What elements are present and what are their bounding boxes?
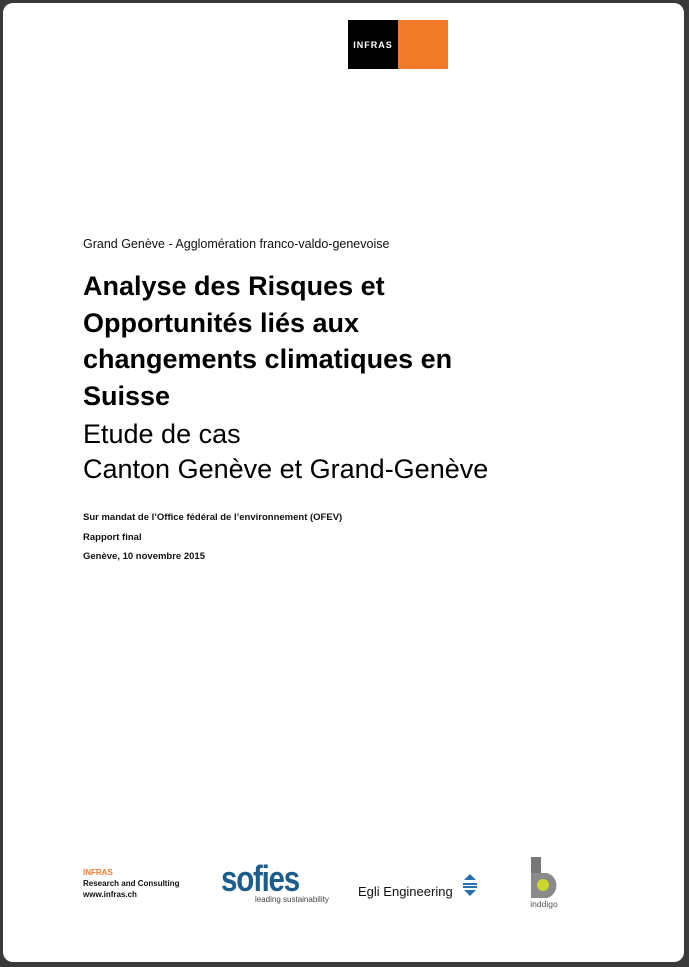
infras-logo <box>348 20 448 69</box>
cover-subtitle: Grand Genève - Agglomération franco-valdo-genevoise <box>83 237 390 251</box>
cover-case-study <box>83 417 643 487</box>
footer-infras-url: www.infras.ch <box>83 890 137 899</box>
mandate-line: Sur mandat de l’Office fédéral de l’environnement (OFEV) <box>83 512 343 523</box>
cover-title-line: Suisse <box>83 380 171 411</box>
footer-infras-name: INFRAS <box>83 868 113 877</box>
cover-title-line: Opportunités liés aux <box>83 307 360 338</box>
inddigo-logo-icon <box>525 855 563 899</box>
egli-engineering-label: Egli Engineering <box>358 884 453 899</box>
infras-logo-text: INFRAS <box>348 20 398 69</box>
cover-title-line: Analyse des Risques et <box>83 271 385 301</box>
sofies-wordmark: sofies <box>221 858 299 899</box>
report-type: Rapport final <box>83 531 142 543</box>
infras-logo-orange-block <box>398 20 448 69</box>
report-cover-page <box>3 3 684 962</box>
footer-infras-tagline: Research and Consulting <box>83 879 180 888</box>
cover-meta <box>83 508 342 567</box>
footer-infras <box>83 867 179 900</box>
inddigo-label: inddigo <box>530 899 558 909</box>
case-line: Etude de cas <box>83 419 241 449</box>
cover-title-line: changements climatiques en <box>83 344 453 374</box>
egli-arrows-icon <box>462 873 478 897</box>
sofies-tagline: leading sustainability <box>255 895 329 904</box>
date-line: Genève, 10 novembre 2015 <box>83 551 205 562</box>
sofies-logo <box>221 858 329 904</box>
cover-title <box>83 268 603 414</box>
case-line: Canton Genève et Grand-Genève <box>83 454 489 484</box>
